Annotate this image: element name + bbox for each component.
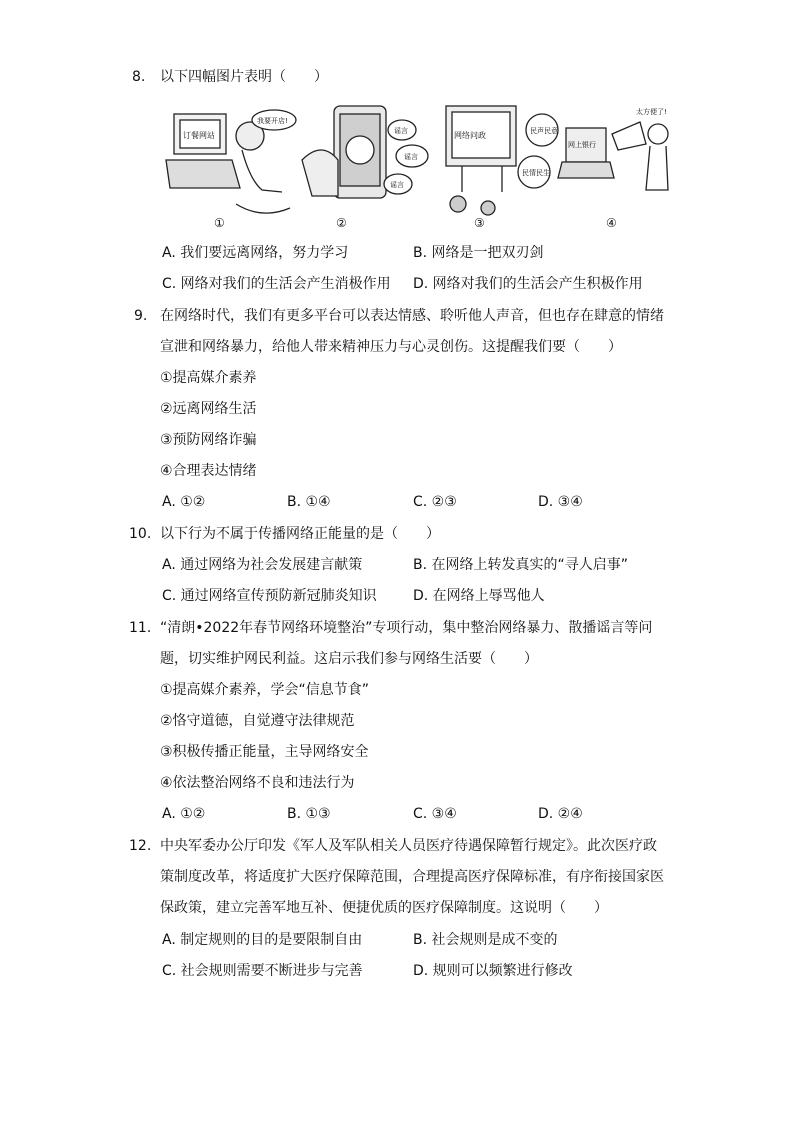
panel-3-text-2: 民声民意 bbox=[530, 127, 558, 135]
statement-item: ④依法整治网络不良和违法行为 bbox=[160, 775, 355, 791]
panel-3-caption: ③ bbox=[474, 216, 485, 230]
question-stem-line-2: 宣泄和网络暴力，给他人带来精神压力与心灵创伤。这提醒我们要（ ） bbox=[160, 339, 622, 355]
panel-3-text-1: 网络问政 bbox=[454, 131, 486, 140]
panel-1-text-1: 订餐网站 bbox=[183, 131, 215, 140]
statement-item: ③预防网络诈骗 bbox=[160, 432, 257, 448]
option-b[interactable]: B. 社会规则是成不变的 bbox=[413, 932, 558, 948]
option-b[interactable]: B. 网络是一把双刃剑 bbox=[413, 245, 544, 261]
option-c[interactable]: C. 通过网络宣传预防新冠肺炎知识 bbox=[162, 588, 377, 604]
option-d[interactable]: D. 规则可以频繁进行修改 bbox=[413, 963, 573, 979]
question-stem: 以下行为不属于传播网络正能量的是（ ） bbox=[160, 526, 440, 542]
option-a[interactable]: A. ①② bbox=[162, 806, 206, 822]
question-number: 12. bbox=[129, 838, 152, 854]
statement-item: ③积极传播正能量，主导网络安全 bbox=[160, 744, 369, 760]
panel-4 bbox=[558, 107, 668, 190]
question-stem-line-1: 在网络时代，我们有更多平台可以表达情感、聆听他人声音，但也存在肆意的情绪 bbox=[160, 308, 664, 324]
question-stem-line-3: 保政策，建立完善军地互补、便捷优质的医疗保障制度。这说明（ ） bbox=[160, 900, 608, 916]
panel-3 bbox=[446, 106, 558, 215]
statement-item: ②恪守道德，自觉遵守法律规范 bbox=[160, 713, 355, 729]
option-d[interactable]: D. 网络对我们的生活会产生积极作用 bbox=[413, 276, 643, 292]
question-number: 8. bbox=[132, 69, 146, 85]
panel-2-text-3: 谣言 bbox=[390, 181, 404, 189]
statement-item: ②远离网络生活 bbox=[160, 401, 257, 417]
panel-2-text-1: 谣言 bbox=[394, 127, 408, 135]
panel-2-text-2: 谣言 bbox=[404, 153, 418, 161]
option-d[interactable]: D. ②④ bbox=[538, 806, 583, 822]
option-b[interactable]: B. ①④ bbox=[287, 494, 331, 510]
option-c[interactable]: C. 社会规则需要不断进步与完善 bbox=[162, 963, 363, 979]
question-number: 9. bbox=[134, 308, 148, 324]
panel-4-text-1: 网上银行 bbox=[568, 141, 596, 149]
option-b[interactable]: B. 在网络上转发真实的“寻人启事” bbox=[413, 557, 629, 573]
option-c[interactable]: C. 网络对我们的生活会产生消极作用 bbox=[162, 276, 391, 292]
panel-1 bbox=[166, 110, 296, 213]
panel-2-caption: ② bbox=[336, 216, 347, 230]
option-a[interactable]: A. 我们要远离网络，努力学习 bbox=[162, 245, 349, 261]
option-c[interactable]: C. ②③ bbox=[413, 494, 457, 510]
cartoon-panels bbox=[162, 100, 686, 230]
question-stem-line-2: 策制度改革，将适度扩大医疗保障范围，合理提高医疗保障标准，有序衔接国家医 bbox=[160, 869, 664, 885]
panel-1-text-2: 我要开店! bbox=[257, 117, 288, 125]
option-a[interactable]: A. 通过网络为社会发展建言献策 bbox=[162, 557, 363, 573]
option-a[interactable]: A. 制定规则的目的是要限制自由 bbox=[162, 932, 363, 948]
cartoon-figure bbox=[162, 100, 686, 230]
panel-1-caption: ① bbox=[214, 216, 225, 230]
question-stem-line-1: “清朗•2022年春节网络环境整治”专项行动，集中整治网络暴力、散播谣言等问 bbox=[160, 620, 653, 636]
option-d[interactable]: D. 在网络上辱骂他人 bbox=[413, 588, 545, 604]
question-number: 11. bbox=[129, 620, 152, 636]
question-stem: 以下四幅图片表明（ ） bbox=[160, 69, 328, 85]
option-c[interactable]: C. ③④ bbox=[413, 806, 457, 822]
option-d[interactable]: D. ③④ bbox=[538, 494, 583, 510]
question-number: 10. bbox=[129, 526, 152, 542]
panel-3-text-3: 民情民生 bbox=[522, 169, 550, 177]
statement-item: ①提高媒介素养 bbox=[160, 370, 257, 386]
option-b[interactable]: B. ①③ bbox=[287, 806, 331, 822]
statement-item: ④合理表达情绪 bbox=[160, 463, 257, 479]
question-stem-line-2: 题，切实维护网民利益。这启示我们参与网络生活要（ ） bbox=[160, 651, 538, 667]
panel-4-caption: ④ bbox=[606, 216, 617, 230]
panel-4-text-2: 太方便了! bbox=[636, 108, 667, 116]
question-stem-line-1: 中央军委办公厅印发《军人及军队相关人员医疗待遇保障暂行规定》。此次医疗政 bbox=[160, 838, 657, 854]
panel-2 bbox=[302, 106, 428, 198]
statement-item: ①提高媒介素养，学会“信息节食” bbox=[160, 682, 370, 698]
option-a[interactable]: A. ①② bbox=[162, 494, 206, 510]
